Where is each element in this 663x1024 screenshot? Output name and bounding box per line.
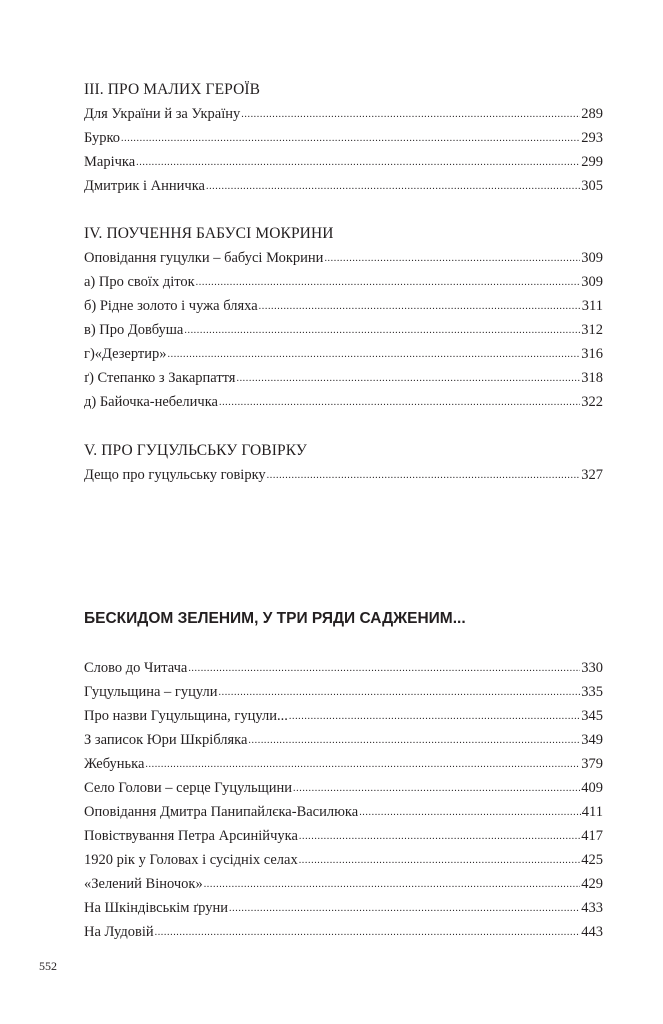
toc-entry: [84, 824, 603, 848]
toc-entry-title: Дмитрик і Анничка: [84, 178, 205, 194]
toc-entry: [84, 294, 603, 318]
toc-entry-page: 289: [581, 106, 603, 122]
toc-entry-page: 409: [581, 780, 603, 796]
toc-entry: [84, 390, 603, 414]
toc-entry: [84, 366, 603, 390]
toc-entry: [84, 920, 603, 944]
toc-section-5: [84, 439, 603, 487]
toc-leader-dots: [248, 729, 580, 753]
toc-entry-title: Жебунька: [84, 756, 145, 772]
toc-leader-dots: [299, 825, 580, 849]
toc-leader-dots: [267, 464, 581, 488]
toc-entry: [84, 102, 603, 126]
toc-leader-dots: [359, 801, 581, 825]
toc-entry-page: 411: [581, 804, 603, 820]
toc-leader-dots: [219, 391, 580, 415]
toc-entry-page: 299: [581, 154, 603, 170]
toc-leader-dots: [168, 343, 581, 367]
toc-entry-title: На Шкіндівськім ґруни: [84, 900, 229, 916]
toc-page: [84, 0, 603, 1024]
section-heading: ІІІ. ПРО МАЛИХ ГЕРОЇВ: [84, 81, 261, 98]
toc-entry: [84, 704, 603, 728]
toc-entry: [84, 656, 603, 680]
toc-leader-dots: [229, 897, 580, 921]
toc-entry-page: 433: [581, 900, 603, 916]
toc-entry: [84, 800, 603, 824]
toc-section-3: [84, 78, 603, 198]
page-number: 552: [39, 959, 57, 973]
toc-leader-dots: [196, 271, 581, 295]
toc-entry: [84, 126, 603, 150]
toc-leader-dots: [145, 753, 580, 777]
toc-entry-title: Слово до Читача: [84, 660, 188, 676]
toc-entry-title: 1920 рік у Головах і сусідніх селах: [84, 852, 298, 868]
toc-leader-dots: [236, 367, 580, 391]
toc-entry-page: 345: [581, 708, 603, 724]
toc-leader-dots: [206, 175, 580, 199]
toc-entry-title: Про назви Гуцульщина, гуцули...: [84, 708, 288, 724]
toc-entry: [84, 848, 603, 872]
toc-leader-dots: [299, 849, 581, 873]
toc-entry-page: 316: [581, 346, 603, 362]
toc-entry-page: 322: [581, 394, 603, 410]
toc-entry: [84, 872, 603, 896]
toc-leader-dots: [289, 705, 580, 729]
section-heading: V. ПРО ГУЦУЛЬСЬКУ ГОВІРКУ: [84, 442, 307, 459]
toc-leader-dots: [241, 103, 580, 127]
toc-leader-dots: [184, 319, 580, 343]
toc-entry: [84, 463, 603, 487]
toc-part-entries: [84, 656, 603, 944]
toc-entry-page: 312: [581, 322, 603, 338]
toc-entry: [84, 150, 603, 174]
toc-entry: [84, 896, 603, 920]
toc-entry: [84, 752, 603, 776]
toc-entry-title: Дещо про гуцульську говірку: [84, 467, 266, 483]
toc-entry-page: 318: [581, 370, 603, 386]
toc-entry: [84, 342, 603, 366]
toc-entry-page: 311: [581, 298, 603, 314]
toc-entry: [84, 680, 603, 704]
toc-entry: [84, 246, 603, 270]
toc-entry-title: г)«Дезертир»: [84, 346, 167, 362]
part-heading: БЕСКИДОМ ЗЕЛЕНИМ, У ТРИ РЯДИ САДЖЕНИМ...: [84, 610, 466, 627]
toc-entry-title: Для України й за Україну: [84, 106, 241, 122]
toc-entry-title: в) Про Довбуша: [84, 322, 184, 338]
toc-leader-dots: [259, 295, 581, 319]
toc-entry-title: Марічка: [84, 154, 136, 170]
toc-entry-page: 293: [581, 130, 603, 146]
toc-entry-title: «Зелений Віночок»: [84, 876, 203, 892]
toc-leader-dots: [324, 247, 580, 271]
toc-entry-page: 335: [581, 684, 603, 700]
toc-entry-title: Оповідання Дмитра Панипайлєка-Василюка: [84, 804, 359, 820]
toc-entry-title: З записок Юри Шкрібляка: [84, 732, 248, 748]
toc-entry-page: 443: [581, 924, 603, 940]
toc-leader-dots: [155, 921, 581, 945]
toc-entry-page: 429: [581, 876, 603, 892]
toc-entry-page: 305: [581, 178, 603, 194]
toc-leader-dots: [204, 873, 581, 897]
toc-entry-page: 330: [581, 660, 603, 676]
toc-entry-page: 349: [581, 732, 603, 748]
toc-entry: [84, 318, 603, 342]
toc-entry: [84, 270, 603, 294]
toc-entry-page: 417: [581, 828, 603, 844]
toc-entry-title: Село Голови – серце Гуцульщини: [84, 780, 293, 796]
toc-entry: [84, 728, 603, 752]
toc-entry-page: 309: [581, 250, 603, 266]
toc-entry-title: На Лудовій: [84, 924, 154, 940]
toc-entry-page: 379: [581, 756, 603, 772]
section-heading: IV. ПОУЧЕННЯ БАБУСІ МОКРИНИ: [84, 225, 334, 242]
toc-entry-title: Повіствування Петра Арсинійчука: [84, 828, 298, 844]
toc-entry-page: 425: [581, 852, 603, 868]
toc-leader-dots: [136, 151, 580, 175]
toc-leader-dots: [188, 657, 580, 681]
toc-entry-page: 327: [581, 467, 603, 483]
toc-leader-dots: [293, 777, 580, 801]
toc-section-4: [84, 222, 603, 414]
toc-entry-title: Оповідання гуцулки – бабусі Мокрини: [84, 250, 324, 266]
toc-entry: [84, 776, 603, 800]
toc-leader-dots: [219, 681, 581, 705]
toc-entry-title: Гуцульщина – гуцули: [84, 684, 218, 700]
toc-entry-page: 309: [581, 274, 603, 290]
toc-entry-title: ґ) Степанко з Закарпаття: [84, 370, 236, 386]
toc-entry-title: Бурко: [84, 130, 121, 146]
toc-entry: [84, 174, 603, 198]
toc-leader-dots: [121, 127, 580, 151]
toc-entry-title: б) Рідне золото і чужа бляха: [84, 298, 258, 314]
toc-entry-title: а) Про своїх діток: [84, 274, 195, 290]
toc-entry-title: д) Байочка-небеличка: [84, 394, 218, 410]
